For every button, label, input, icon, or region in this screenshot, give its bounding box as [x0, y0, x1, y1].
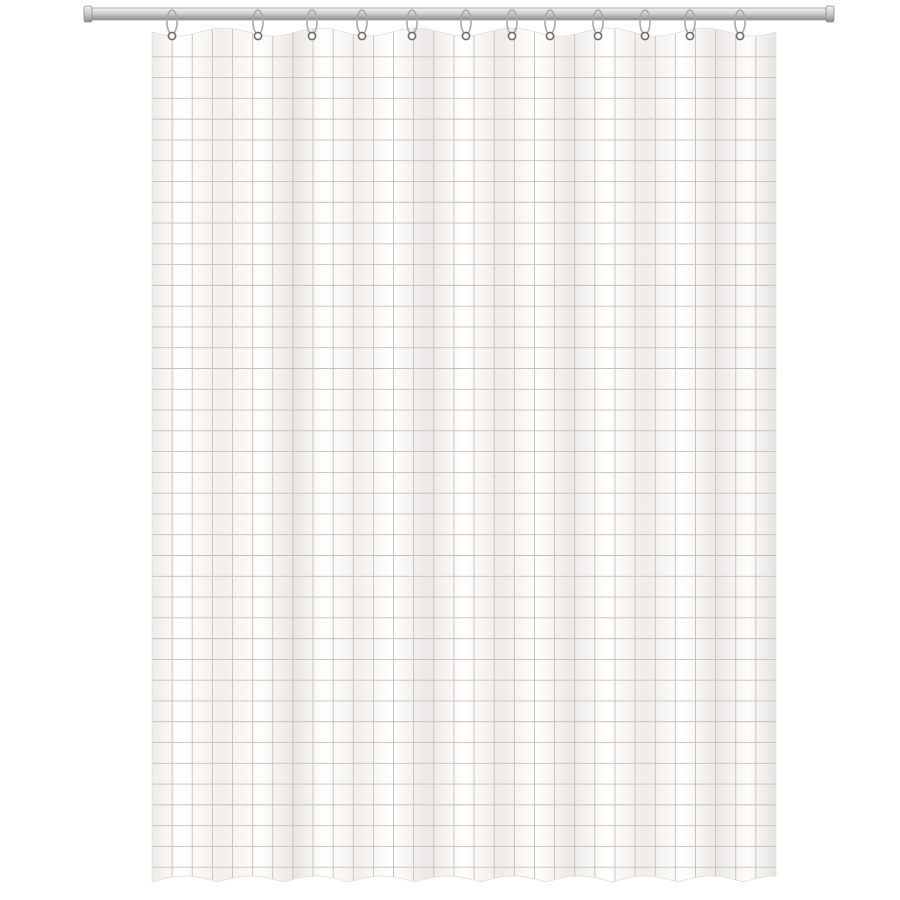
- curtain-rod: [84, 6, 834, 22]
- curtain-grommet: [358, 32, 365, 39]
- curtain-grommet: [546, 32, 553, 39]
- curtain-grommet: [308, 32, 315, 39]
- curtain-grommet: [462, 32, 469, 39]
- curtain-panel: [147, 20, 781, 892]
- curtain-grommet: [641, 32, 648, 39]
- curtain-grommet: [408, 32, 415, 39]
- curtain-grommet: [168, 32, 175, 39]
- curtain-grommet: [254, 32, 261, 39]
- curtain-grommet: [508, 32, 515, 39]
- curtain-grommet: [594, 32, 601, 39]
- curtain-grommet: [736, 32, 743, 39]
- curtain-grommet: [686, 32, 693, 39]
